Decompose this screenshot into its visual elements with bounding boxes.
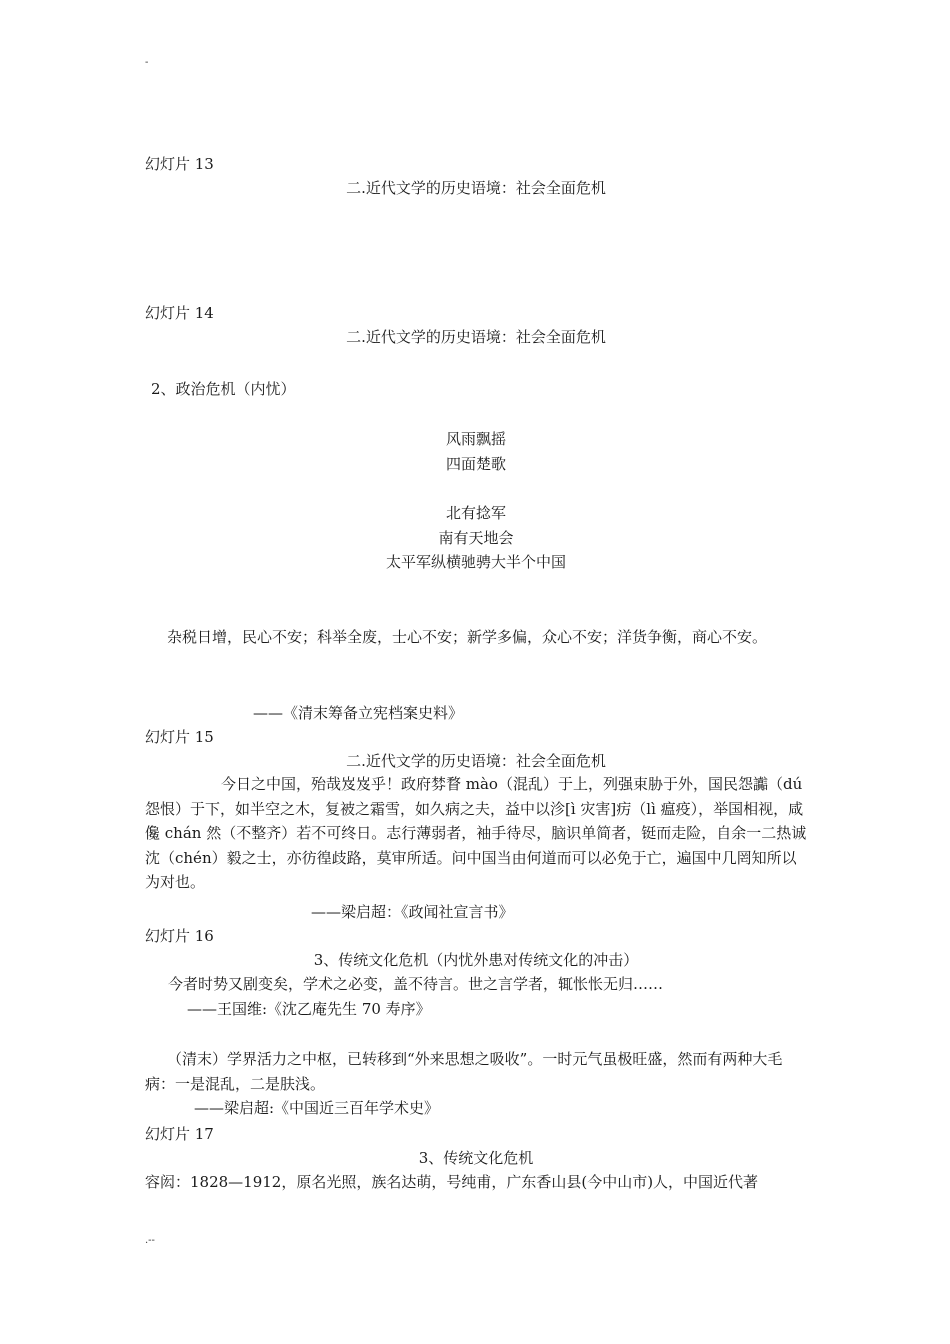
verse-line-5: 太平军纵横驰骋大半个中国 (385, 553, 566, 571)
slide-14-subheading: 2、政治危机（内忧） (151, 380, 296, 398)
slide-15-quote: 今日之中国，殆哉岌岌乎！政府棼瞀 mào（混乱）于上，列强束胁于外，国民怨讟（dú 怨恨）于下，如半空之木，复被之霜雪，如久病之夫，益中以沴[ì 灾害]疠（lì 瘟疫），举国相视，咸儳 chán 然（不整齐）若不可终日。志行薄弱者，袖手待尽，脑识单简者，铤而走险，自余一二热诚沈（chén）毅之士，亦彷徨歧路，莫审所适。问中国当由何道而可以必免于亡，遍国中几罔知所以为对也。 (145, 775, 807, 891)
slide-13-label: 幻灯片 13 (145, 155, 214, 173)
slide-16-quote-1: 今者时势又剧变矣，学术之必变，盖不待言。世之言学者，辄怅怅无归…… (168, 975, 664, 993)
slide-16-quote-2: （清末）学界活力之中枢，已转移到“外来思想之吸收”。一时元气虽极旺盛，然而有两种大毛病：一是混乱，二是肤浅。 (145, 1050, 783, 1093)
slide-17-label: 幻灯片 17 (145, 1125, 214, 1143)
slide-15-source: ——梁启超：《政闻社宣言书》 (311, 903, 514, 921)
verse-line-1: 风雨飘摇 (445, 430, 506, 448)
slide-17-title: 3、传统文化危机 (418, 1149, 534, 1167)
slide-15-title: 二.近代文学的历史语境：社会全面危机 (346, 752, 606, 770)
slide-17-text: 容闳：1828—1912，原名光照，族名达萌，号纯甫，广东香山县(今中山市)人，中国近代著 (145, 1173, 759, 1191)
verse-line-2: 四面楚歌 (445, 455, 506, 473)
slide-16-source-1: ——王国维:《沈乙庵先生 70 寿序》 (187, 1000, 431, 1018)
slide-14-label: 幻灯片 14 (145, 304, 214, 322)
slide-14-title: 二.近代文学的历史语境：社会全面危机 (346, 328, 606, 346)
slide-14-quote: 杂税日增，民心不安；科举全废，士心不安；新学多偏，众心不安；洋货争衡，商心不安。 (167, 628, 768, 646)
footer-mark: .-- (145, 1235, 155, 1246)
header-mark: - (145, 57, 149, 68)
verse-line-3: 北有捻军 (445, 504, 506, 522)
slide-13-title: 二.近代文学的历史语境：社会全面危机 (346, 179, 606, 197)
slide-16-source-2: ——梁启超:《中国近三百年学术史》 (194, 1099, 440, 1117)
verse-line-4: 南有天地会 (438, 529, 514, 547)
slide-16-title: 3、传统文化危机（内忧外患对传统文化的冲击） (313, 951, 639, 969)
slide-14-source: ——《清末筹备立宪档案史料》 (253, 704, 464, 722)
slide-15-label: 幻灯片 15 (145, 728, 214, 746)
slide-16-label: 幻灯片 16 (145, 927, 214, 945)
